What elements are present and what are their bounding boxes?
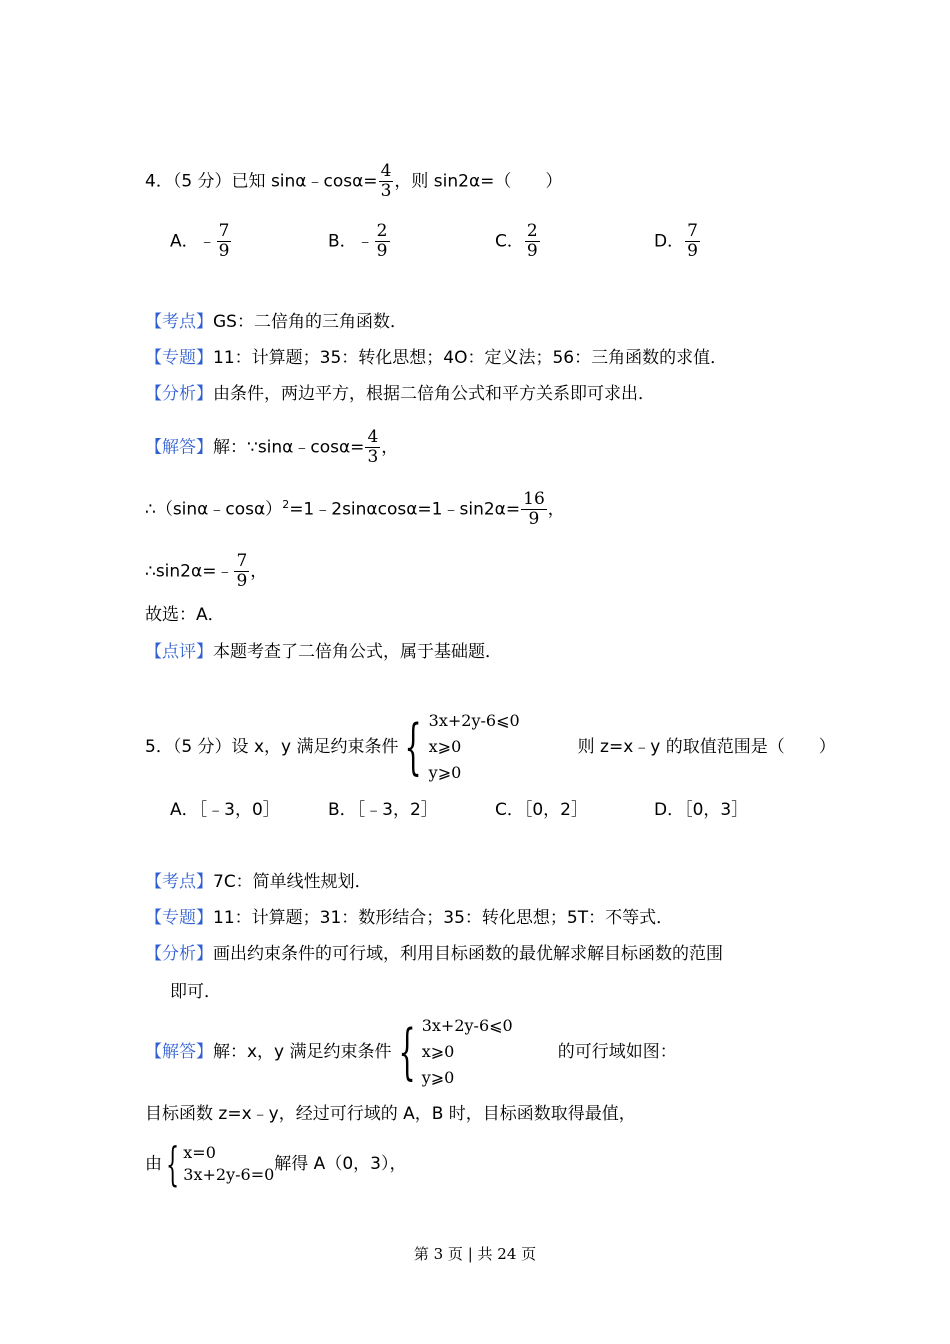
constraint-system: { 3x+2y-6⩽0 x⩾0 y⩾0 — [404, 711, 520, 782]
fraction: $\frac{4}{3}$ — [367, 427, 379, 467]
q4-options — [0, 222, 950, 262]
q4-step3: ∴sin2α=﹣ $\frac{7}{9}$ ， — [145, 551, 268, 591]
page-footer: 第 3 页 | 共 24 页 — [413, 1245, 537, 1263]
q4-zhuanti: 【专题】11：计算题；35：转化思想；4O：定义法；56：三角函数的求值． — [145, 348, 728, 368]
q4-step2: ∴（sinα﹣cosα）$^2$=1﹣2sinαcosα=1﹣sin2α= $\frac{16}{9}$ ， — [145, 489, 565, 529]
q5-line3: 由 { x=0 3x+2y-6=0 解得 A（0，3）， — [145, 1137, 407, 1191]
q4-jieda: 【解答】解：∵sinα﹣cosα= $\frac{4}{3}$ ， — [145, 427, 399, 467]
q4-dianping: 【点评】本题考查了二倍角公式，属于基础题． — [145, 642, 502, 662]
q5-line2: 目标函数 z=x﹣y，经过可行域的 A，B 时，目标函数取得最值， — [145, 1104, 636, 1124]
q4-option-d[interactable]: D． $\frac{7}{9}$ — [654, 221, 698, 261]
fraction: $\frac{16}{9}$ — [523, 489, 545, 529]
q5-option-b[interactable]: B．［﹣3，2］ — [328, 800, 438, 820]
q4-option-b[interactable]: B．﹣ $\frac{2}{9}$ — [328, 221, 388, 261]
q5-kaodian: 【考点】7C：简单线性规划． — [145, 872, 372, 892]
q5-option-d[interactable]: D．［0，3］ — [654, 800, 749, 820]
q4-stem: 4．（5 分）已知 sinα﹣cosα= $\frac{4}{3}$ ，则 sin2α=（ ） — [145, 161, 563, 201]
q4-kaodian: 【考点】GS：二倍角的三角函数． — [145, 312, 407, 332]
q5-options — [0, 798, 950, 824]
q5-jieda: 【解答】解：x，y 满足约束条件 { 3x+2y-6⩽0 x⩾0 y⩾0 的可行域如图： — [145, 1012, 677, 1092]
q5-zhuanti: 【专题】11：计算题；31：数形结合；35：转化思想；5T：不等式． — [145, 908, 674, 928]
q5-stem: 5．（5 分）设 x，y 满足约束条件 { 3x+2y-6⩽0 x⩾0 y⩾0 则 z=x﹣y 的取值范围是（ ） — [145, 705, 836, 789]
q4-fenxi: 【分析】由条件，两边平方，根据二倍角公式和平方关系即可求出． — [145, 384, 655, 404]
fraction: $\frac{4}{3}$ — [380, 161, 392, 201]
constraint-system: { 3x+2y-6⩽0 x⩾0 y⩾0 — [398, 1016, 513, 1087]
q4-option-c[interactable]: C． $\frac{2}{9}$ — [495, 221, 538, 261]
q4-answer: 故选：A． — [145, 605, 225, 625]
equation-system: { x=0 3x+2y-6=0 — [166, 1137, 275, 1191]
q4-option-a[interactable]: A．﹣ $\frac{7}{9}$ — [170, 221, 230, 261]
q5-fenxi: 【分析】画出约束条件的可行域，利用目标函数的最优解求解目标函数的范围 — [145, 944, 723, 964]
q5-option-a[interactable]: A．［﹣3，0］ — [170, 800, 280, 820]
fraction: $\frac{7}{9}$ — [236, 551, 248, 591]
q5-option-c[interactable]: C．［0，2］ — [495, 800, 589, 820]
q5-fenxi-cont: 即可． — [170, 982, 221, 1002]
